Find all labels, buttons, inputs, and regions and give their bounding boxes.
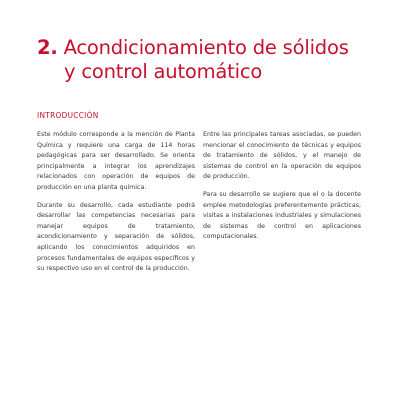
- chapter-number: 2.: [37, 36, 58, 59]
- chapter-title: [37, 36, 377, 84]
- paragraph: Entre las principales tareas asociadas, se pueden mencionar el conocimiento de técnicas y equipos de tratamiento de sólidos, y el manejo de sistemas de control en la operación de equipos de producción.: [203, 131, 361, 181]
- paragraph: Este módulo corresponde a la mención de Planta Química y requiere una carga de 114 horas pedagógicas para ser desarrollado. Se orienta principalmente a integrar los aprendizajes relacionados con operación de equipos de producción en una planta química.: [37, 131, 195, 191]
- paragraph: Durante su desarrollo, cada estudiante podrá desarrollar las competencias necesarias para manejar equipos de tratamiento, acondicionamiento y separación de sólidos, aplicando los conocimientos adquiridos en procesos fundamentales de equipos específicos y su respectivo uso en el control de la producción.: [37, 201, 195, 273]
- left-column: [37, 130, 195, 282]
- right-column: [203, 130, 361, 250]
- chapter-title-line-2: y control automático: [64, 60, 263, 83]
- section-heading: INTRODUCCIÓN: [37, 110, 99, 120]
- paragraph: Para su desarrollo se sugiere que el o la docente emplee metodologías preferentemente prácticas, visitas a instalaciones industriales y simulaciones de sistemas de control en aplicaciones computacionales.: [203, 190, 361, 241]
- chapter-title-line-1: Acondicionamiento de sólidos: [63, 36, 349, 59]
